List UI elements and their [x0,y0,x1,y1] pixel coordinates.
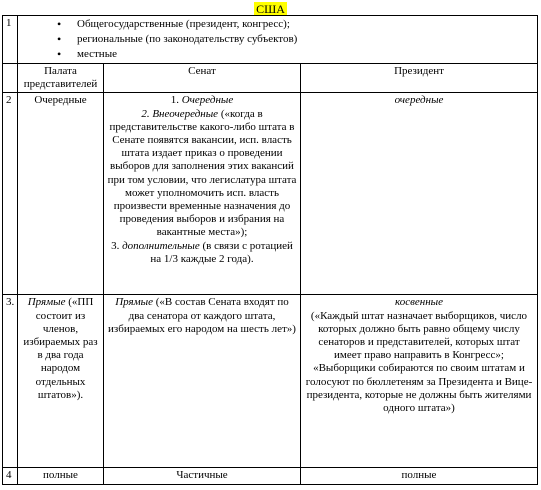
row-3-number: 3. [3,295,18,468]
table-title: США [256,2,285,16]
list-item: • Общегосударственные (президент, конгресс); [77,17,534,32]
senate-item-1: 1. Очередные [170,94,234,107]
row-2-president: очередные [301,93,538,295]
president-quote-2: «Выборщики собираются по своим штатам и голосуют по бюллетеням за Президента и Вице-президента, которые не должны быть жителями одного штата») [305,362,533,415]
row-2-number: 2 [3,93,18,295]
row-2-senate [104,93,301,295]
row-4-president: полные [301,468,538,484]
header-president: Президент [301,64,538,93]
row-4-senate: Частичные [104,468,301,484]
row-2-house: Очередные [18,93,104,295]
table-row-4 [3,468,538,484]
row-3-senate: Прямые («В состав Сената входят по два сенатора от каждого штата, избираемых его народом на шесть лет») [104,295,301,468]
levels-list [21,17,534,62]
header-house: Палата представителей [18,64,104,93]
senate-item-3: 3. дополнительные (в связи с ротацией на 1/3 каждые 2 года). [111,239,293,265]
president-method: косвенные [394,296,443,309]
header-senate: Сенат [104,64,301,93]
row-4-number: 4 [3,468,18,484]
president-quote-1: («Каждый штат назначает выборщиков, число которых должно быть равно общему числу сенаторов и представителей, которых штат имеет право направить в Конгресс»; [310,309,528,362]
row-1-levels [18,16,538,64]
row-4-house: полные [18,468,104,484]
table-row-2 [3,93,538,295]
row-3-president [301,295,538,468]
elections-table [2,15,538,485]
table-row-1 [3,16,538,64]
row-3-house: Прямые («ПП состоит из членов, избираемых раз в два года народом отдельных штатов»). [18,295,104,468]
title-wrap [0,0,541,16]
header-row [3,64,538,93]
row-1-number: 1 [3,16,18,64]
list-item: • местные [77,47,534,62]
list-item: • региональные (по законодательству субъектов) [77,32,534,47]
table-row-3 [3,295,538,468]
senate-item-2: 2. Внеочередные («когда в представительстве какого-либо штата в Сенате появятся вакансии, исп. власть штата издает приказ о проведении выборов для заполнения этих вакансий при том условии, что легислатура штата может уполномочить исп. власть произвести временные назначения до проведения выборов и избрания на вакантные места»); [107,107,297,239]
header-number-empty [3,64,18,93]
